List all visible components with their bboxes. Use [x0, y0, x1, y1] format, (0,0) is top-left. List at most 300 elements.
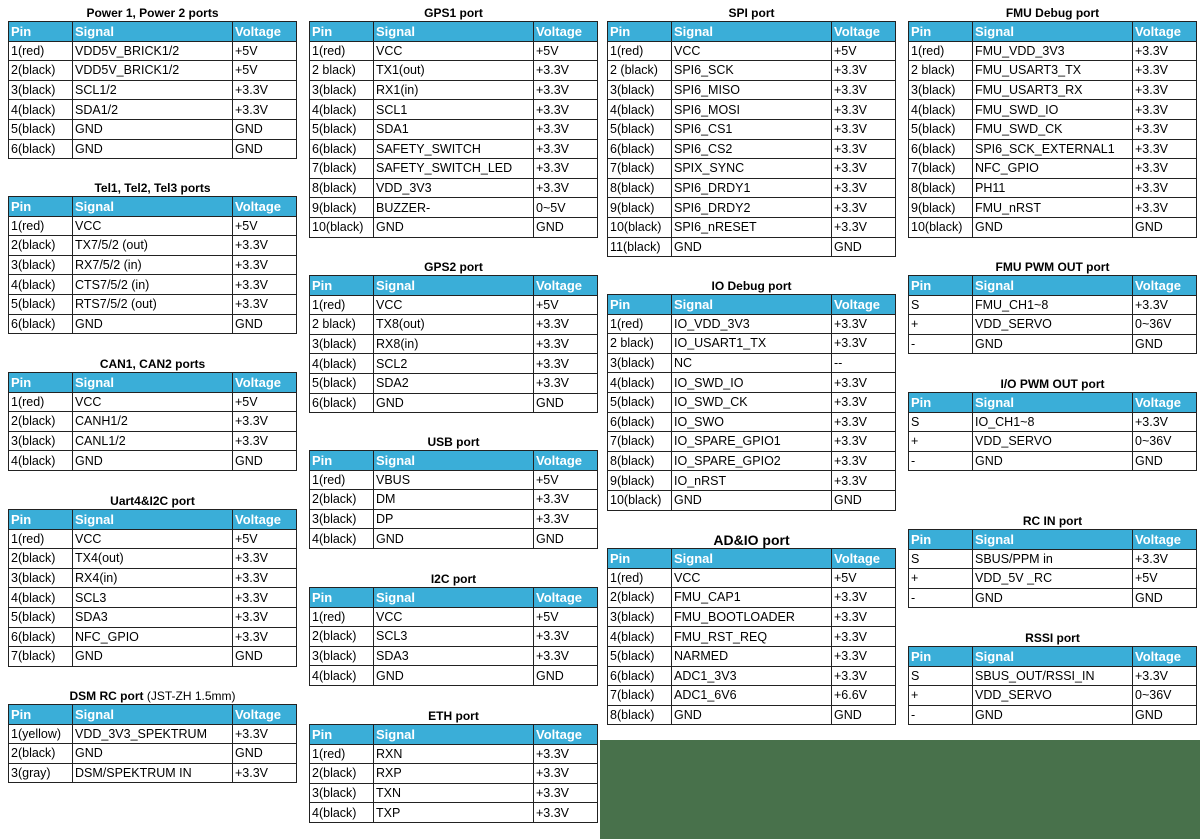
voltage-cell: +3.3V	[1133, 412, 1197, 432]
table-row	[310, 490, 598, 510]
header-voltage: Voltage	[534, 451, 598, 471]
table-row	[608, 217, 896, 237]
table-row	[310, 178, 598, 198]
voltage-cell: +3.3V	[832, 666, 896, 686]
signal-cell: RX4(in)	[73, 568, 233, 588]
port-title	[908, 508, 1197, 529]
port-title	[908, 254, 1197, 275]
table-header-row	[9, 510, 297, 530]
pin-cell: 10(black)	[608, 490, 672, 510]
signal-cell: RX7/5/2 (in)	[73, 255, 233, 275]
signal-cell: SAFETY_SWITCH	[374, 139, 534, 159]
table-row	[909, 217, 1197, 237]
signal-cell: VDD_SERVO	[973, 432, 1133, 452]
pin-cell: +	[909, 432, 973, 452]
pin-cell: 1(red)	[608, 41, 672, 61]
header-signal: Signal	[672, 295, 832, 315]
table-header-row	[909, 22, 1197, 42]
header-voltage: Voltage	[832, 22, 896, 42]
port-table-i2c-port	[309, 566, 598, 686]
voltage-cell: +5V	[534, 41, 598, 61]
port-subtitle: (JST-ZH 1.5mm)	[143, 689, 236, 703]
pin-cell: 4(black)	[310, 354, 374, 374]
header-pin: Pin	[9, 510, 73, 530]
signal-cell: FMU_BOOTLOADER	[672, 607, 832, 627]
pin-cell: +	[909, 686, 973, 706]
port-title-text: GPS2 port	[424, 260, 483, 274]
pin-table	[908, 392, 1197, 471]
table-row	[9, 607, 297, 627]
pin-cell: 4(black)	[9, 100, 73, 120]
voltage-cell: GND	[832, 705, 896, 725]
pin-cell: 6(black)	[608, 412, 672, 432]
pin-cell: 3(black)	[608, 353, 672, 373]
table-row	[310, 354, 598, 374]
signal-cell: VCC	[374, 295, 534, 315]
signal-cell: SPI6_MISO	[672, 80, 832, 100]
port-title	[8, 683, 297, 704]
pin-table	[908, 529, 1197, 608]
signal-cell: SCL1/2	[73, 80, 233, 100]
pin-table	[309, 275, 598, 413]
table-row	[608, 451, 896, 471]
signal-cell: IO_SWO	[672, 412, 832, 432]
signal-cell: SPI6_nRESET	[672, 217, 832, 237]
table-row	[909, 686, 1197, 706]
port-table-rc-in-port	[908, 508, 1197, 608]
port-title-text: RC IN port	[1022, 514, 1083, 528]
signal-cell: GND	[672, 705, 832, 725]
pin-table	[309, 450, 598, 549]
port-table-dsm-rc-port	[8, 683, 297, 783]
port-table-fmu-debug-port	[908, 0, 1197, 238]
pin-cell: 2(black)	[9, 412, 73, 432]
header-pin: Pin	[909, 530, 973, 550]
voltage-cell: +3.3V	[1133, 178, 1197, 198]
voltage-cell: GND	[233, 139, 297, 159]
signal-cell: VCC	[73, 529, 233, 549]
signal-cell: NFC_GPIO	[73, 627, 233, 647]
table-row	[310, 139, 598, 159]
signal-cell: CTS7/5/2 (in)	[73, 275, 233, 295]
header-pin: Pin	[310, 276, 374, 296]
voltage-cell: +3.3V	[534, 803, 598, 823]
pin-cell: 8(black)	[608, 451, 672, 471]
table-row	[310, 393, 598, 413]
signal-cell: VDD_SERVO	[973, 315, 1133, 335]
signal-cell: GND	[973, 334, 1133, 354]
signal-cell: CANL1/2	[73, 431, 233, 451]
table-row	[9, 294, 297, 314]
voltage-cell: GND	[233, 314, 297, 334]
table-row	[9, 451, 297, 471]
signal-cell: SPI6_DRDY1	[672, 178, 832, 198]
pin-cell: 1(red)	[608, 314, 672, 334]
pin-cell: 3(black)	[9, 568, 73, 588]
pin-cell: 11(black)	[608, 237, 672, 257]
port-table-eth-port	[309, 703, 598, 823]
pin-cell: 2(black)	[608, 588, 672, 608]
pin-cell: 2(black)	[9, 744, 73, 764]
pin-cell: 1(red)	[310, 744, 374, 764]
voltage-cell: +3.3V	[233, 724, 297, 744]
signal-cell: SDA1	[374, 119, 534, 139]
voltage-cell: +5V	[233, 529, 297, 549]
port-title-text: DSM RC port	[69, 689, 144, 703]
port-title	[908, 371, 1197, 392]
signal-cell: DSM/SPEKTRUM IN	[73, 763, 233, 783]
voltage-cell: +3.3V	[832, 471, 896, 491]
table-row	[9, 314, 297, 334]
voltage-cell: GND	[1133, 451, 1197, 471]
header-signal: Signal	[374, 22, 534, 42]
table-row	[608, 607, 896, 627]
header-signal: Signal	[672, 549, 832, 569]
signal-cell: SBUS_OUT/RSSI_IN	[973, 666, 1133, 686]
pin-table	[908, 646, 1197, 725]
signal-cell: SCL3	[73, 588, 233, 608]
signal-cell: FMU_nRST	[973, 198, 1133, 218]
pin-cell: 7(black)	[310, 159, 374, 179]
signal-cell: SPI6_CS1	[672, 119, 832, 139]
voltage-cell: +3.3V	[534, 373, 598, 393]
pin-cell: 4(black)	[9, 275, 73, 295]
header-signal: Signal	[73, 705, 233, 725]
table-row	[310, 803, 598, 823]
table-row	[310, 41, 598, 61]
signal-cell: NFC_GPIO	[973, 159, 1133, 179]
table-row	[9, 549, 297, 569]
table-row	[310, 334, 598, 354]
table-row	[608, 80, 896, 100]
pin-cell: 10(black)	[909, 217, 973, 237]
pin-cell: 1(red)	[310, 607, 374, 627]
pin-cell: 5(black)	[608, 119, 672, 139]
header-voltage: Voltage	[534, 588, 598, 608]
signal-cell: IO_nRST	[672, 471, 832, 491]
voltage-cell: 0~36V	[1133, 432, 1197, 452]
signal-cell: FMU_SWD_CK	[973, 119, 1133, 139]
table-row	[310, 509, 598, 529]
signal-cell: TXN	[374, 783, 534, 803]
pin-table	[607, 548, 896, 725]
port-table-usb-port	[309, 429, 598, 549]
signal-cell: GND	[73, 119, 233, 139]
port-title-text: RSSI port	[1025, 631, 1080, 645]
signal-cell: IO_USART1_TX	[672, 334, 832, 354]
header-signal: Signal	[374, 588, 534, 608]
pin-cell: 3(black)	[310, 80, 374, 100]
pin-cell: 1(red)	[608, 568, 672, 588]
pin-cell: 1(red)	[909, 41, 973, 61]
pin-cell: -	[909, 451, 973, 471]
pin-cell: 3(black)	[310, 334, 374, 354]
signal-cell: IO_SWD_CK	[672, 392, 832, 412]
port-table-i-o-pwm-out-port	[908, 371, 1197, 471]
pin-cell: 1(red)	[310, 295, 374, 315]
signal-cell: VDD_SERVO	[973, 686, 1133, 706]
table-header-row	[310, 22, 598, 42]
port-title	[309, 703, 598, 724]
pin-cell: 9(black)	[310, 198, 374, 218]
port-title-text: Uart4&I2C port	[110, 494, 195, 508]
table-row	[608, 686, 896, 706]
pin-cell: 2 black)	[310, 315, 374, 335]
table-row	[310, 666, 598, 686]
signal-cell: SDA3	[374, 646, 534, 666]
voltage-cell: +3.3V	[534, 646, 598, 666]
pin-cell: 2 (black)	[608, 61, 672, 81]
voltage-cell: +3.3V	[1133, 666, 1197, 686]
header-pin: Pin	[310, 451, 374, 471]
voltage-cell: +3.3V	[1133, 119, 1197, 139]
voltage-cell: +5V	[233, 216, 297, 236]
pin-cell: 3(black)	[909, 80, 973, 100]
port-title-text: IO Debug port	[711, 279, 792, 293]
table-row	[608, 568, 896, 588]
table-row	[608, 314, 896, 334]
table-header-row	[909, 393, 1197, 413]
pin-cell: 6(black)	[9, 627, 73, 647]
signal-cell: SPI6_DRDY2	[672, 198, 832, 218]
pin-cell: 4(black)	[310, 803, 374, 823]
voltage-cell: +3.3V	[832, 198, 896, 218]
pin-cell: +	[909, 569, 973, 589]
voltage-cell: +3.3V	[233, 607, 297, 627]
signal-cell: GND	[672, 237, 832, 257]
voltage-cell: +3.3V	[534, 178, 598, 198]
voltage-cell: GND	[832, 490, 896, 510]
voltage-cell: +3.3V	[1133, 549, 1197, 569]
signal-cell: NARMED	[672, 646, 832, 666]
signal-cell: FMU_RST_REQ	[672, 627, 832, 647]
signal-cell: CANH1/2	[73, 412, 233, 432]
table-row	[310, 217, 598, 237]
pin-cell: 5(black)	[310, 373, 374, 393]
header-signal: Signal	[73, 197, 233, 217]
signal-cell: SPI6_CS2	[672, 139, 832, 159]
voltage-cell: +3.3V	[832, 80, 896, 100]
table-row	[9, 412, 297, 432]
pin-cell: 4(black)	[608, 100, 672, 120]
port-title-text: Tel1, Tel2, Tel3 ports	[94, 181, 211, 195]
header-signal: Signal	[973, 647, 1133, 667]
table-row	[310, 119, 598, 139]
table-row	[608, 392, 896, 412]
signal-cell: ADC1_6V6	[672, 686, 832, 706]
port-title	[309, 254, 598, 275]
voltage-cell: --	[832, 353, 896, 373]
port-title	[607, 0, 896, 21]
table-row	[608, 432, 896, 452]
pin-cell: 8(black)	[909, 178, 973, 198]
voltage-cell: +3.3V	[233, 588, 297, 608]
signal-cell: SAFETY_SWITCH_LED	[374, 159, 534, 179]
header-voltage: Voltage	[534, 276, 598, 296]
table-row	[310, 764, 598, 784]
port-title-text: USB port	[427, 435, 480, 449]
pin-table	[908, 275, 1197, 354]
voltage-cell: GND	[1133, 217, 1197, 237]
table-row	[608, 139, 896, 159]
port-title-text: FMU Debug port	[1005, 6, 1100, 20]
table-row	[9, 724, 297, 744]
table-row	[9, 119, 297, 139]
signal-cell: VDD_3V3	[374, 178, 534, 198]
voltage-cell: 0~5V	[534, 198, 598, 218]
signal-cell: RXP	[374, 764, 534, 784]
table-header-row	[310, 725, 598, 745]
voltage-cell: GND	[534, 666, 598, 686]
voltage-cell: GND	[1133, 334, 1197, 354]
voltage-cell: +3.3V	[1133, 295, 1197, 315]
pin-cell: 3(gray)	[9, 763, 73, 783]
signal-cell: GND	[672, 490, 832, 510]
pin-table	[607, 294, 896, 511]
table-row	[9, 80, 297, 100]
table-row	[608, 41, 896, 61]
pin-cell: 6(black)	[909, 139, 973, 159]
signal-cell: VCC	[374, 41, 534, 61]
table-row	[9, 61, 297, 81]
table-header-row	[608, 549, 896, 569]
signal-cell: GND	[374, 393, 534, 413]
voltage-cell: +3.3V	[534, 783, 598, 803]
signal-cell: SPI6_SCK_EXTERNAL1	[973, 139, 1133, 159]
header-voltage: Voltage	[832, 295, 896, 315]
port-table-gps2-port	[309, 254, 598, 413]
voltage-cell: +3.3V	[1133, 159, 1197, 179]
signal-cell: GND	[374, 666, 534, 686]
voltage-cell: +3.3V	[534, 100, 598, 120]
port-title	[8, 175, 297, 196]
pin-cell: 2(black)	[9, 549, 73, 569]
pin-cell: -	[909, 588, 973, 608]
pin-cell: S	[909, 666, 973, 686]
voltage-cell: +3.3V	[534, 744, 598, 764]
pin-cell: -	[909, 334, 973, 354]
voltage-cell: +6.6V	[832, 686, 896, 706]
pin-cell: 5(black)	[310, 119, 374, 139]
voltage-cell: +3.3V	[832, 217, 896, 237]
signal-cell: TX7/5/2 (out)	[73, 236, 233, 256]
table-header-row	[310, 276, 598, 296]
voltage-cell: +5V	[534, 607, 598, 627]
signal-cell: GND	[73, 744, 233, 764]
header-voltage: Voltage	[832, 549, 896, 569]
signal-cell: TXP	[374, 803, 534, 823]
pin-cell: 4(black)	[310, 100, 374, 120]
signal-cell: VCC	[672, 41, 832, 61]
signal-cell: SDA3	[73, 607, 233, 627]
voltage-cell: +3.3V	[534, 354, 598, 374]
header-pin: Pin	[909, 393, 973, 413]
header-pin: Pin	[9, 22, 73, 42]
voltage-cell: +3.3V	[233, 627, 297, 647]
port-table-rssi-port	[908, 625, 1197, 725]
pin-cell: 3(black)	[310, 646, 374, 666]
port-title-text: GPS1 port	[424, 6, 483, 20]
header-signal: Signal	[73, 22, 233, 42]
table-row	[608, 119, 896, 139]
table-row	[909, 198, 1197, 218]
signal-cell: VDD5V_BRICK1/2	[73, 61, 233, 81]
voltage-cell: +3.3V	[832, 100, 896, 120]
pin-table	[8, 704, 297, 783]
voltage-cell: +3.3V	[534, 61, 598, 81]
table-row	[608, 159, 896, 179]
pin-table	[309, 724, 598, 823]
voltage-cell: +3.3V	[832, 61, 896, 81]
table-row	[9, 275, 297, 295]
voltage-cell: +3.3V	[832, 627, 896, 647]
port-table-uart4-i2c-port	[8, 488, 297, 667]
signal-cell: FMU_CH1~8	[973, 295, 1133, 315]
table-header-row	[909, 276, 1197, 296]
pin-cell: 3(black)	[310, 509, 374, 529]
table-row	[310, 159, 598, 179]
pin-cell: 1(red)	[9, 392, 73, 412]
signal-cell: GND	[973, 588, 1133, 608]
table-row	[608, 588, 896, 608]
table-row	[9, 588, 297, 608]
table-row	[310, 744, 598, 764]
signal-cell: BUZZER-	[374, 198, 534, 218]
port-title	[309, 566, 598, 587]
header-pin: Pin	[310, 22, 374, 42]
table-row	[608, 412, 896, 432]
voltage-cell: +3.3V	[1133, 198, 1197, 218]
table-header-row	[310, 588, 598, 608]
voltage-cell: +5V	[1133, 569, 1197, 589]
pin-cell: 4(black)	[9, 451, 73, 471]
pin-cell: 2 black)	[608, 334, 672, 354]
voltage-cell: 0~36V	[1133, 315, 1197, 335]
voltage-cell: +3.3V	[534, 764, 598, 784]
header-voltage: Voltage	[233, 510, 297, 530]
signal-cell: GND	[973, 705, 1133, 725]
table-row	[9, 647, 297, 667]
header-signal: Signal	[374, 725, 534, 745]
voltage-cell: +5V	[832, 41, 896, 61]
pin-cell: 5(black)	[608, 392, 672, 412]
pin-cell: 5(black)	[9, 294, 73, 314]
table-row	[608, 490, 896, 510]
table-row	[909, 41, 1197, 61]
table-row	[608, 666, 896, 686]
pin-cell: 5(black)	[9, 119, 73, 139]
table-row	[608, 627, 896, 647]
table-row	[310, 295, 598, 315]
table-row	[9, 627, 297, 647]
pin-cell: -	[909, 705, 973, 725]
signal-cell: TX1(out)	[374, 61, 534, 81]
pin-cell: 6(black)	[608, 666, 672, 686]
table-row	[9, 744, 297, 764]
header-pin: Pin	[909, 22, 973, 42]
pin-table	[908, 21, 1197, 238]
signal-cell: FMU_USART3_TX	[973, 61, 1133, 81]
signal-cell: FMU_VDD_3V3	[973, 41, 1133, 61]
pin-cell: 4(black)	[909, 100, 973, 120]
voltage-cell: +3.3V	[832, 646, 896, 666]
table-row	[909, 569, 1197, 589]
pin-cell: 6(black)	[310, 139, 374, 159]
header-pin: Pin	[608, 22, 672, 42]
header-signal: Signal	[973, 530, 1133, 550]
table-row	[608, 237, 896, 257]
signal-cell: SPI6_SCK	[672, 61, 832, 81]
